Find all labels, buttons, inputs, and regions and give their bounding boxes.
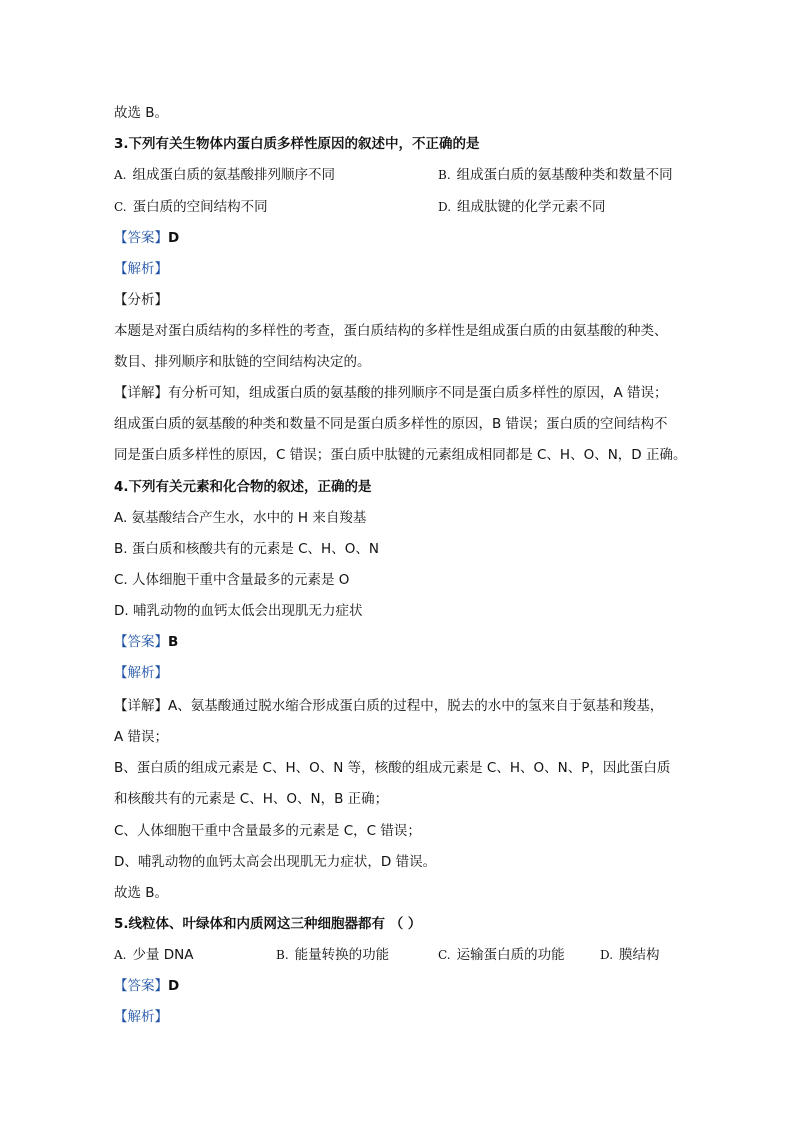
answer-tag: 【答案】 (114, 978, 168, 994)
option-text: 能量转换的功能 (294, 947, 390, 963)
option-text: 蛋白质的空间结构不同 (132, 199, 268, 215)
option-text: 组成蛋白质的氨基酸种类和数量不同 (456, 167, 673, 183)
q3-detail-line-1 (114, 384, 668, 402)
previous-conclusion: 故选 B。 (114, 105, 169, 121)
q4-detail-line-1 (114, 697, 663, 715)
q5-option-b (276, 946, 389, 964)
q3-fenxi-tag: 【分析】 (114, 292, 168, 308)
option-key: D. (438, 200, 452, 214)
q4-detail-line-2: A 错误； (114, 729, 169, 745)
q3-option-c (114, 198, 268, 216)
option-text: 运输蛋白质的功能 (456, 947, 565, 963)
q3-analysis-tag: 【解析】 (114, 261, 168, 277)
question-5-stem: 5.线粒体、叶绿体和内质网这三种细胞器都有 （ ） (114, 916, 422, 932)
q4-analysis-tag: 【解析】 (114, 665, 168, 681)
option-key: C. (438, 948, 451, 962)
q5-option-c (438, 946, 565, 964)
answer-value: D (168, 978, 180, 994)
q5-analysis-tag: 【解析】 (114, 1009, 168, 1025)
option-key: C. (114, 200, 127, 214)
q4-conclusion: 故选 B。 (114, 885, 169, 901)
q5-option-d (600, 946, 660, 964)
q3-detail-line-3: 同是蛋白质多样性的原因，C 错误；蛋白质中肽键的元素组成相同都是 C、H、O、N，D 正确。 (114, 447, 687, 463)
q3-option-b (438, 166, 673, 184)
detail-tag: 【详解】 (114, 698, 168, 714)
q3-detail-line-2: 组成蛋白质的氨基酸的种类和数量不同是蛋白质多样性的原因，B 错误；蛋白质的空间结构不 (114, 416, 668, 432)
q5-answer-row (114, 977, 179, 995)
option-key: B. (276, 948, 289, 962)
q4-option-a: A. 氨基酸结合产生水，水中的 H 来自羧基 (114, 510, 367, 526)
q5-option-a (114, 946, 194, 964)
q4-option-c: C. 人体细胞干重中含量最多的元素是 O (114, 572, 350, 588)
option-text: 膜结构 (619, 947, 660, 963)
option-key: A. (114, 948, 127, 962)
question-4-stem: 4.下列有关元素和化合物的叙述，正确的是 (114, 479, 372, 495)
q3-option-d (438, 198, 606, 216)
q3-fenxi-line-2: 数目、排列顺序和肽链的空间结构决定的。 (114, 354, 371, 370)
q4-answer-row (114, 633, 178, 651)
q4-option-d: D. 哺乳动物的血钙太低会出现肌无力症状 (114, 603, 363, 619)
option-text: 组成蛋白质的氨基酸排列顺序不同 (132, 167, 335, 183)
option-key: B. (438, 168, 451, 182)
question-3-stem: 3.下列有关生物体内蛋白质多样性原因的叙述中，不正确的是 (114, 136, 480, 152)
detail-text: A、氨基酸通过脱水缩合形成蛋白质的过程中，脱去的水中的氢来自于氨基和羧基， (168, 698, 664, 714)
answer-value: D (168, 230, 180, 246)
option-text: 少量 DNA (132, 947, 194, 963)
answer-tag: 【答案】 (114, 230, 168, 246)
option-key: A. (114, 168, 127, 182)
q4-detail-line-6: D、哺乳动物的血钙太高会出现肌无力症状，D 错误。 (114, 854, 437, 870)
q4-detail-line-4: 和核酸共有的元素是 C、H、O、N，B 正确； (114, 791, 389, 807)
detail-tag: 【详解】 (114, 385, 168, 401)
q4-detail-line-5: C、人体细胞干重中含量最多的元素是 C，C 错误； (114, 823, 421, 839)
q3-fenxi-line-1: 本题是对蛋白质结构的多样性的考查，蛋白质结构的多样性是组成蛋白质的由氨基酸的种类、 (114, 323, 668, 339)
answer-tag: 【答案】 (114, 634, 168, 650)
detail-text: 有分析可知，组成蛋白质的氨基酸的排列顺序不同是蛋白质多样性的原因，A 错误； (168, 385, 668, 401)
q3-answer-row (114, 229, 179, 247)
q4-option-b: B. 蛋白质和核酸共有的元素是 C、H、O、N (114, 541, 379, 557)
option-key: D. (600, 948, 614, 962)
answer-value: B (168, 634, 179, 650)
q4-detail-line-3: B、蛋白质的组成元素是 C、H、O、N 等，核酸的组成元素是 C、H、O、N、P，因此蛋白质 (114, 760, 671, 776)
q3-option-a (114, 166, 335, 184)
option-text: 组成肽键的化学元素不同 (457, 199, 606, 215)
